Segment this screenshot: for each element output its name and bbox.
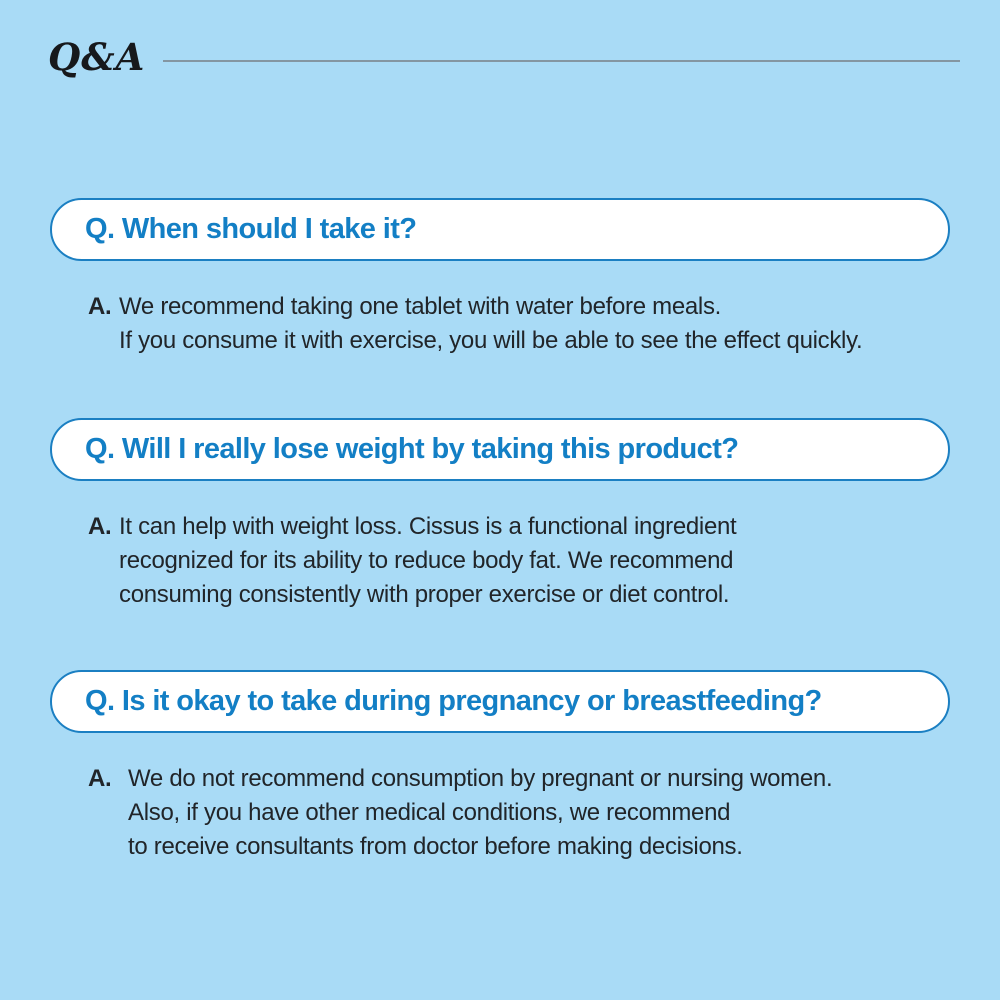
answer-text-3 [128,762,832,864]
answer-text-1 [119,290,862,358]
answer-line: Also, if you have other medical conditions, we recommend [128,799,731,826]
answer-line: to receive consultants from doctor before making decisions. [128,833,743,860]
question-pill-3 [50,670,950,733]
page-title: Q&A [48,35,146,79]
question-text-1: Q. When should I take it? [85,213,417,245]
answer-2 [88,510,950,612]
qa-item-3 [0,670,1000,864]
answer-label-1: A. [88,293,112,320]
qa-item-2 [0,418,1000,612]
answer-line: It can help with weight loss. Cissus is a functional ingredient [119,513,737,540]
answer-line: recognized for its ability to reduce body fat. We recommend [119,547,734,574]
answer-line: We recommend taking one tablet with water before meals. [119,293,722,320]
answer-3 [88,762,950,864]
question-text-3: Q. Is it okay to take during pregnancy or breastfeeding? [85,685,822,717]
answer-label-2: A. [88,513,112,540]
header [0,0,1000,80]
qa-item-1 [0,198,1000,358]
question-pill-2 [50,418,950,481]
question-text-2: Q. Will I really lose weight by taking this product? [85,433,739,465]
answer-text-2 [119,510,736,612]
answer-label-3: A. [88,765,112,792]
header-divider-line [163,60,960,62]
answer-line: We do not recommend consumption by pregnant or nursing women. [128,765,833,792]
answer-line: consuming consistently with proper exercise or diet control. [119,581,730,608]
question-pill-1 [50,198,950,261]
answer-1 [88,290,950,358]
answer-line: If you consume it with exercise, you will be able to see the effect quickly. [119,327,863,354]
